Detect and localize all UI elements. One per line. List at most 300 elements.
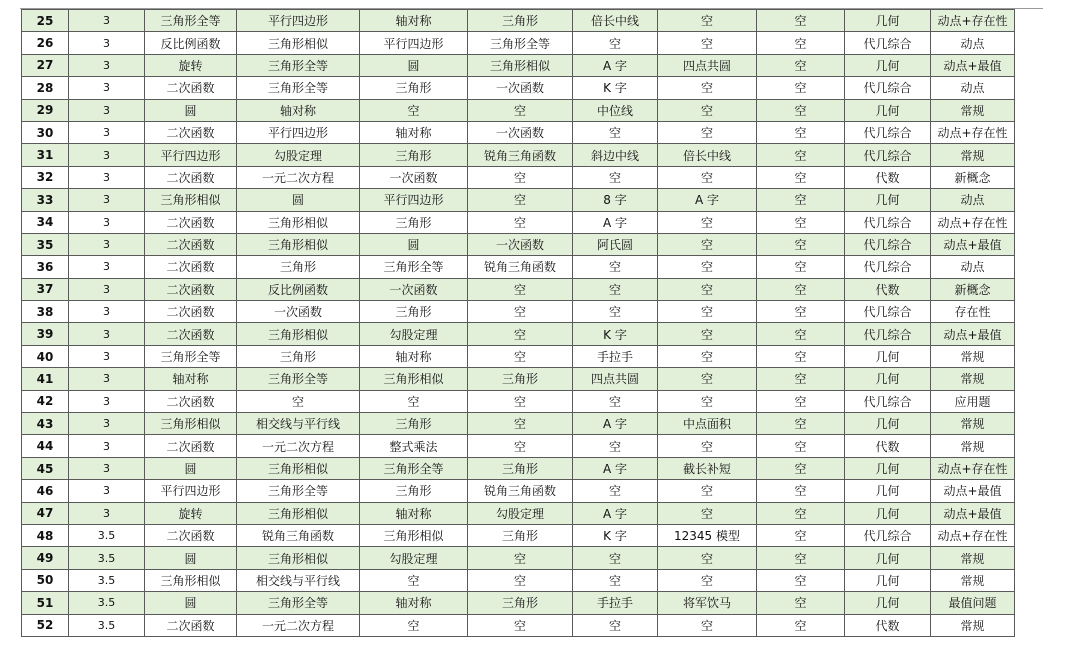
question-style-cell: 动点 [931,77,1015,99]
question-number-cell: 28 [22,77,69,99]
model-3-cell: 空 [757,301,845,323]
knowledge-point-4-cell: 三角形 [468,592,573,614]
question-type-cell: 几何 [845,480,931,502]
table-row [22,32,1015,54]
knowledge-point-3-cell: 一次函数 [360,166,468,188]
question-number-cell: 38 [22,301,69,323]
model-2-cell: 空 [658,345,757,367]
question-type-cell: 几何 [845,345,931,367]
question-style-cell: 常规 [931,413,1015,435]
model-1-cell: A 字 [573,457,658,479]
question-number-cell: 40 [22,345,69,367]
knowledge-point-4-cell: 三角形相似 [468,54,573,76]
model-3-cell: 空 [757,547,845,569]
difficulty-score-cell: 3.5 [69,592,145,614]
knowledge-point-4-cell: 空 [468,345,573,367]
knowledge-point-1-cell: 旋转 [145,54,237,76]
knowledge-point-1-cell: 圆 [145,457,237,479]
question-number-cell: 44 [22,435,69,457]
question-number-cell: 30 [22,121,69,143]
table-row [22,189,1015,211]
model-1-cell: 空 [573,256,658,278]
knowledge-point-3-cell: 轴对称 [360,121,468,143]
knowledge-point-2-cell: 三角形相似 [237,502,360,524]
model-1-cell: K 字 [573,77,658,99]
knowledge-point-1-cell: 二次函数 [145,614,237,636]
model-3-cell: 空 [757,345,845,367]
model-1-cell: 空 [573,121,658,143]
question-type-cell: 几何 [845,569,931,591]
knowledge-point-3-cell: 空 [360,569,468,591]
knowledge-point-4-cell: 空 [468,569,573,591]
table-row [22,480,1015,502]
question-style-cell: 存在性 [931,301,1015,323]
question-number-cell: 43 [22,413,69,435]
model-2-cell: 四点共圆 [658,54,757,76]
question-style-cell: 常规 [931,435,1015,457]
question-type-cell: 代数 [845,435,931,457]
table-row [22,345,1015,367]
question-number-cell: 41 [22,368,69,390]
knowledge-point-1-cell: 二次函数 [145,211,237,233]
table-row [22,301,1015,323]
difficulty-score-cell: 3.5 [69,524,145,546]
knowledge-point-2-cell: 三角形全等 [237,368,360,390]
model-3-cell: 空 [757,10,845,32]
model-2-cell: 空 [658,569,757,591]
knowledge-point-4-cell: 锐角三角函数 [468,144,573,166]
knowledge-point-3-cell: 空 [360,99,468,121]
table-row [22,166,1015,188]
question-style-cell: 最值问题 [931,592,1015,614]
knowledge-point-2-cell: 三角形全等 [237,592,360,614]
model-3-cell: 空 [757,524,845,546]
difficulty-score-cell: 3 [69,144,145,166]
model-1-cell: K 字 [573,323,658,345]
difficulty-score-cell: 3 [69,32,145,54]
model-1-cell: 空 [573,480,658,502]
table-row [22,569,1015,591]
knowledge-point-2-cell: 平行四边形 [237,121,360,143]
difficulty-score-cell: 3 [69,368,145,390]
question-style-cell: 动点 [931,256,1015,278]
question-type-cell: 代几综合 [845,256,931,278]
knowledge-point-1-cell: 圆 [145,592,237,614]
knowledge-point-4-cell: 一次函数 [468,77,573,99]
question-style-cell: 动点+存在性 [931,121,1015,143]
model-3-cell: 空 [757,592,845,614]
knowledge-point-4-cell: 空 [468,166,573,188]
table-row [22,144,1015,166]
knowledge-point-1-cell: 三角形相似 [145,189,237,211]
model-1-cell: 倍长中线 [573,10,658,32]
knowledge-point-4-cell: 空 [468,323,573,345]
knowledge-point-2-cell: 三角形 [237,345,360,367]
knowledge-point-4-cell: 三角形 [468,457,573,479]
model-1-cell: 斜边中线 [573,144,658,166]
model-1-cell: A 字 [573,502,658,524]
question-style-cell: 常规 [931,569,1015,591]
knowledge-point-1-cell: 平行四边形 [145,480,237,502]
knowledge-point-4-cell: 空 [468,278,573,300]
model-3-cell: 空 [757,278,845,300]
model-1-cell: A 字 [573,54,658,76]
question-type-cell: 几何 [845,547,931,569]
knowledge-point-3-cell: 轴对称 [360,592,468,614]
question-style-cell: 新概念 [931,166,1015,188]
knowledge-point-1-cell: 二次函数 [145,435,237,457]
model-3-cell: 空 [757,368,845,390]
question-type-cell: 代几综合 [845,121,931,143]
knowledge-point-3-cell: 一次函数 [360,278,468,300]
knowledge-point-1-cell: 二次函数 [145,278,237,300]
model-2-cell: 空 [658,480,757,502]
difficulty-score-cell: 3 [69,121,145,143]
question-number-cell: 29 [22,99,69,121]
knowledge-point-3-cell: 轴对称 [360,10,468,32]
knowledge-point-2-cell: 三角形相似 [237,323,360,345]
knowledge-point-2-cell: 一元二次方程 [237,166,360,188]
model-1-cell: 中位线 [573,99,658,121]
knowledge-point-1-cell: 反比例函数 [145,32,237,54]
table-row [22,390,1015,412]
question-number-cell: 33 [22,189,69,211]
table-row [22,614,1015,636]
question-number-cell: 47 [22,502,69,524]
difficulty-score-cell: 3 [69,301,145,323]
difficulty-score-cell: 3 [69,480,145,502]
model-2-cell: 空 [658,502,757,524]
knowledge-point-4-cell: 空 [468,435,573,457]
knowledge-point-3-cell: 空 [360,390,468,412]
table-row [22,256,1015,278]
model-3-cell: 空 [757,502,845,524]
model-2-cell: 截长补短 [658,457,757,479]
table-row [22,368,1015,390]
model-2-cell: 空 [658,77,757,99]
knowledge-point-4-cell: 空 [468,211,573,233]
model-1-cell: 空 [573,301,658,323]
knowledge-point-2-cell: 三角形全等 [237,54,360,76]
knowledge-point-2-cell: 三角形全等 [237,77,360,99]
knowledge-point-1-cell: 二次函数 [145,77,237,99]
question-type-cell: 代几综合 [845,32,931,54]
question-type-cell: 几何 [845,502,931,524]
difficulty-score-cell: 3 [69,413,145,435]
knowledge-point-4-cell: 空 [468,390,573,412]
knowledge-point-4-cell: 空 [468,189,573,211]
model-3-cell: 空 [757,256,845,278]
question-number-cell: 42 [22,390,69,412]
model-2-cell: 将军饮马 [658,592,757,614]
question-number-cell: 25 [22,10,69,32]
question-type-cell: 几何 [845,10,931,32]
question-number-cell: 36 [22,256,69,278]
question-number-cell: 32 [22,166,69,188]
question-number-cell: 46 [22,480,69,502]
knowledge-point-3-cell: 圆 [360,54,468,76]
question-number-cell: 48 [22,524,69,546]
question-number-cell: 26 [22,32,69,54]
knowledge-point-1-cell: 平行四边形 [145,144,237,166]
knowledge-point-1-cell: 圆 [145,99,237,121]
question-style-cell: 常规 [931,614,1015,636]
model-3-cell: 空 [757,480,845,502]
question-type-cell: 几何 [845,592,931,614]
model-1-cell: 空 [573,569,658,591]
knowledge-point-4-cell: 三角形全等 [468,32,573,54]
difficulty-score-cell: 3 [69,345,145,367]
difficulty-score-cell: 3 [69,166,145,188]
knowledge-point-1-cell: 二次函数 [145,166,237,188]
model-2-cell: 空 [658,211,757,233]
model-2-cell: 倍长中线 [658,144,757,166]
difficulty-score-cell: 3 [69,502,145,524]
knowledge-point-3-cell: 轴对称 [360,345,468,367]
knowledge-point-1-cell: 三角形相似 [145,413,237,435]
model-2-cell: 空 [658,233,757,255]
knowledge-point-2-cell: 三角形相似 [237,547,360,569]
question-number-cell: 50 [22,569,69,591]
model-3-cell: 空 [757,54,845,76]
question-type-cell: 代几综合 [845,323,931,345]
knowledge-point-3-cell: 三角形 [360,144,468,166]
table-row [22,211,1015,233]
knowledge-point-3-cell: 勾股定理 [360,323,468,345]
knowledge-point-4-cell: 勾股定理 [468,502,573,524]
knowledge-point-2-cell: 三角形 [237,256,360,278]
knowledge-point-4-cell: 空 [468,614,573,636]
knowledge-point-3-cell: 三角形全等 [360,457,468,479]
knowledge-point-1-cell: 三角形相似 [145,569,237,591]
question-style-cell: 常规 [931,99,1015,121]
difficulty-score-cell: 3 [69,435,145,457]
model-3-cell: 空 [757,77,845,99]
model-2-cell: 12345 模型 [658,524,757,546]
model-1-cell: 四点共圆 [573,368,658,390]
table-row [22,547,1015,569]
model-2-cell: 空 [658,301,757,323]
knowledge-point-4-cell: 一次函数 [468,233,573,255]
question-style-cell: 常规 [931,368,1015,390]
knowledge-point-4-cell: 一次函数 [468,121,573,143]
question-number-cell: 35 [22,233,69,255]
model-2-cell: 空 [658,368,757,390]
question-style-cell: 动点+最值 [931,480,1015,502]
question-style-cell: 动点+存在性 [931,10,1015,32]
knowledge-point-3-cell: 三角形 [360,413,468,435]
knowledge-point-1-cell: 轴对称 [145,368,237,390]
question-type-cell: 几何 [845,189,931,211]
knowledge-point-1-cell: 旋转 [145,502,237,524]
model-3-cell: 空 [757,614,845,636]
model-2-cell: 空 [658,256,757,278]
difficulty-score-cell: 3 [69,10,145,32]
knowledge-point-1-cell: 二次函数 [145,524,237,546]
table-row [22,77,1015,99]
question-number-cell: 37 [22,278,69,300]
model-2-cell: 空 [658,32,757,54]
question-type-cell: 代几综合 [845,233,931,255]
difficulty-score-cell: 3 [69,233,145,255]
question-style-cell: 新概念 [931,278,1015,300]
question-number-cell: 49 [22,547,69,569]
model-2-cell: 中点面积 [658,413,757,435]
knowledge-point-4-cell: 三角形 [468,524,573,546]
difficulty-score-cell: 3 [69,390,145,412]
model-1-cell: A 字 [573,413,658,435]
model-2-cell: 空 [658,614,757,636]
difficulty-score-cell: 3 [69,189,145,211]
knowledge-point-3-cell: 三角形全等 [360,256,468,278]
knowledge-point-2-cell: 轴对称 [237,99,360,121]
knowledge-point-1-cell: 三角形全等 [145,345,237,367]
knowledge-point-2-cell: 勾股定理 [237,144,360,166]
question-style-cell: 常规 [931,345,1015,367]
model-3-cell: 空 [757,121,845,143]
table-row [22,121,1015,143]
question-type-cell: 代几综合 [845,144,931,166]
model-2-cell: A 字 [658,189,757,211]
question-style-cell: 动点 [931,189,1015,211]
question-type-cell: 几何 [845,457,931,479]
knowledge-point-2-cell: 三角形相似 [237,32,360,54]
table-row [22,99,1015,121]
model-1-cell: 空 [573,435,658,457]
difficulty-score-cell: 3.5 [69,614,145,636]
model-2-cell: 空 [658,166,757,188]
knowledge-point-2-cell: 相交线与平行线 [237,413,360,435]
question-type-cell: 代几综合 [845,524,931,546]
question-type-cell: 几何 [845,413,931,435]
model-1-cell: 空 [573,547,658,569]
difficulty-score-cell: 3 [69,256,145,278]
model-1-cell: 手拉手 [573,345,658,367]
model-2-cell: 空 [658,390,757,412]
knowledge-point-2-cell: 三角形全等 [237,480,360,502]
difficulty-score-cell: 3 [69,278,145,300]
table-row [22,413,1015,435]
knowledge-point-3-cell: 三角形 [360,301,468,323]
question-type-cell: 几何 [845,368,931,390]
question-type-cell: 几何 [845,54,931,76]
difficulty-score-cell: 3.5 [69,569,145,591]
question-type-cell: 代数 [845,278,931,300]
knowledge-point-3-cell: 三角形 [360,480,468,502]
model-1-cell: 空 [573,390,658,412]
table-row [22,524,1015,546]
question-number-cell: 34 [22,211,69,233]
model-2-cell: 空 [658,99,757,121]
model-3-cell: 空 [757,144,845,166]
knowledge-point-3-cell: 轴对称 [360,502,468,524]
question-style-cell: 动点+存在性 [931,457,1015,479]
table-row [22,10,1015,32]
knowledge-point-1-cell: 二次函数 [145,323,237,345]
model-3-cell: 空 [757,166,845,188]
difficulty-score-cell: 3 [69,54,145,76]
question-number-cell: 51 [22,592,69,614]
question-number-cell: 27 [22,54,69,76]
model-2-cell: 空 [658,547,757,569]
knowledge-point-2-cell: 锐角三角函数 [237,524,360,546]
knowledge-point-1-cell: 二次函数 [145,233,237,255]
knowledge-point-4-cell: 锐角三角函数 [468,480,573,502]
model-1-cell: 空 [573,32,658,54]
table-row [22,457,1015,479]
difficulty-score-cell: 3 [69,77,145,99]
knowledge-point-4-cell: 三角形 [468,10,573,32]
question-type-cell: 几何 [845,99,931,121]
knowledge-point-3-cell: 三角形 [360,77,468,99]
model-1-cell: 手拉手 [573,592,658,614]
question-style-cell: 动点+最值 [931,502,1015,524]
knowledge-point-3-cell: 圆 [360,233,468,255]
model-3-cell: 空 [757,211,845,233]
question-type-cell: 代几综合 [845,301,931,323]
model-2-cell: 空 [658,323,757,345]
question-type-cell: 代几综合 [845,77,931,99]
question-type-cell: 代几综合 [845,390,931,412]
question-type-cell: 代数 [845,614,931,636]
knowledge-point-1-cell: 三角形全等 [145,10,237,32]
question-style-cell: 动点 [931,32,1015,54]
difficulty-score-cell: 3.5 [69,547,145,569]
model-1-cell: 空 [573,278,658,300]
knowledge-point-2-cell: 相交线与平行线 [237,569,360,591]
question-number-cell: 39 [22,323,69,345]
knowledge-point-2-cell: 一元二次方程 [237,614,360,636]
difficulty-score-cell: 3 [69,99,145,121]
question-number-cell: 45 [22,457,69,479]
difficulty-score-cell: 3 [69,211,145,233]
table-row [22,278,1015,300]
model-1-cell: 阿氏圆 [573,233,658,255]
knowledge-point-2-cell: 三角形相似 [237,211,360,233]
model-3-cell: 空 [757,99,845,121]
knowledge-point-3-cell: 三角形相似 [360,368,468,390]
question-number-cell: 52 [22,614,69,636]
knowledge-point-2-cell: 反比例函数 [237,278,360,300]
knowledge-point-1-cell: 圆 [145,547,237,569]
knowledge-point-4-cell: 空 [468,99,573,121]
question-type-cell: 代几综合 [845,211,931,233]
knowledge-point-2-cell: 圆 [237,189,360,211]
knowledge-point-2-cell: 三角形相似 [237,457,360,479]
model-2-cell: 空 [658,435,757,457]
model-3-cell: 空 [757,189,845,211]
question-style-cell: 动点+最值 [931,323,1015,345]
model-2-cell: 空 [658,121,757,143]
knowledge-point-3-cell: 三角形 [360,211,468,233]
question-style-cell: 动点+存在性 [931,524,1015,546]
knowledge-point-4-cell: 空 [468,413,573,435]
knowledge-point-3-cell: 整式乘法 [360,435,468,457]
knowledge-point-3-cell: 勾股定理 [360,547,468,569]
knowledge-point-2-cell: 一次函数 [237,301,360,323]
model-2-cell: 空 [658,10,757,32]
question-analysis-table [21,9,1015,637]
model-1-cell: 空 [573,614,658,636]
knowledge-point-3-cell: 空 [360,614,468,636]
knowledge-point-1-cell: 二次函数 [145,121,237,143]
table-row [22,323,1015,345]
table-row [22,54,1015,76]
knowledge-point-2-cell: 平行四边形 [237,10,360,32]
knowledge-point-2-cell: 一元二次方程 [237,435,360,457]
model-1-cell: 8 字 [573,189,658,211]
knowledge-point-4-cell: 三角形 [468,368,573,390]
